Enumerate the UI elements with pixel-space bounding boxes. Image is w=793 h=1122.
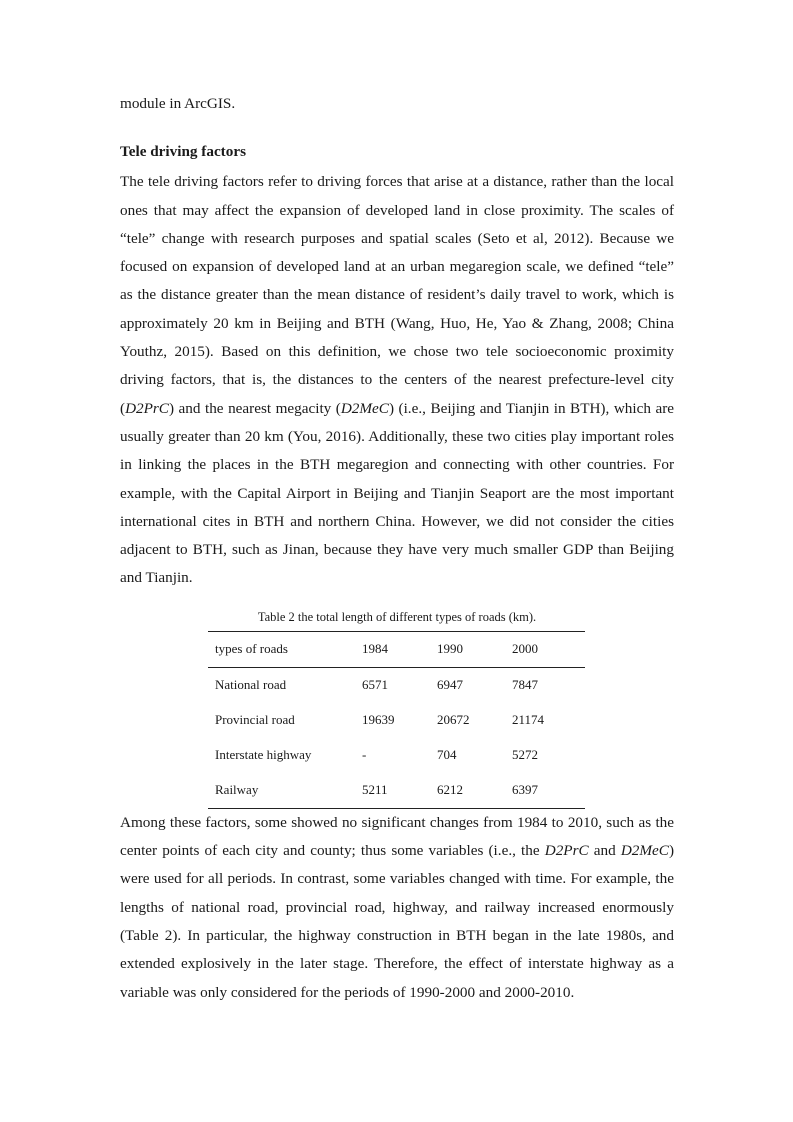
section-heading: Tele driving factors [120,143,246,161]
table-caption: Table 2 the total length of different types of roads (km). [257,609,537,624]
p2-text-c: ) were used for all periods. In contrast, some variables changed with time. For example, the lengths of national road, provincial road, highway, and railway increased enormously (Table 2). In particular, the highway construction in BTH began in the late 1980s, and extended explosively in the later stage. Therefore, the effect of interstate highway as a variable was only considered for the periods of 1990-2000 and 2000-2010. [120,842,674,1001]
p2-term-d2prc: D2PrC [544,842,589,860]
table-cell: 21174 [512,712,545,728]
table-row [208,667,585,703]
table-cell: Interstate highway [215,747,312,763]
table-cell: National road [215,677,287,693]
p1-text-b: ) and the nearest megacity ( [168,399,341,417]
table-cell: Railway [215,782,259,798]
p1-text-c: ) (i.e., Beijing and Tianjin in BTH), which are usually greater than 20 km (You, 2016). Additionally, these two cities play important roles in linking the places in the BTH megaregion and connecting with other countries. For example, with the Capital Airport in Beijing and Tianjin Seaport are the most important international cites in BTH and northern China. However, we did not consider the cities adjacent to BTH, such as Jinan, because they have very much smaller GDP than Beijing and Tianjin. [120,399,674,587]
table-cell: 5272 [512,747,538,763]
variables-paragraph [120,809,674,1007]
table-row [208,738,585,773]
table-cell: 19639 [362,712,395,728]
table-row [208,703,585,738]
header-cell: 2000 [512,641,538,657]
tele-factors-paragraph [120,168,674,592]
p1-text-a: The tele driving factors refer to driving forces that arise at a distance, rather than the local ones that may affect the expansion of developed land in close proximity. The scales of “tele” change with research purposes and spatial scales (Seto et al, 2012). Because we focused on expansion of developed land at an urban megaregion scale, we defined “tele” as the distance greater than the mean distance of resident’s daily travel to work, which is approximately 20 km in Beijing and BTH (Wang, Huo, He, Yao & Zhang, 2008; China Youthz, 2015). Based on this definition, we chose two tele socioeconomic proximity driving factors, that is, the distances to the centers of the nearest prefecture-level city ( [120,173,674,417]
table-cell: 6947 [437,677,463,693]
table-cell: 5211 [362,782,388,798]
table-row [208,773,585,809]
table-cell: 704 [437,747,457,763]
table-cell: 20672 [437,712,470,728]
table-cell: 7847 [512,677,538,693]
roads-length-table [208,631,585,809]
header-cell: 1984 [362,641,388,657]
table-cell: 6571 [362,677,388,693]
table-cell: Provincial road [215,712,295,728]
table-cell: 6212 [437,782,463,798]
table-header-row [208,631,585,667]
table-cell: - [362,747,367,763]
document-page [120,90,674,1007]
header-cell: 1990 [437,641,463,657]
p2-term-d2mec: D2MeC [620,842,669,860]
p2-text-b: and [588,842,621,860]
header-cell: types of roads [215,641,288,657]
p2-text-a: Among these factors, some showed no significant changes from 1984 to 2010, such as the center points of each city and county; thus some variables (i.e., the [120,813,674,860]
intro-fragment: module in ArcGIS. [120,95,236,112]
p1-term-d2mec: D2MeC [340,399,389,417]
table-cell: 6397 [512,782,538,798]
p1-term-d2prc: D2PrC [125,399,169,417]
